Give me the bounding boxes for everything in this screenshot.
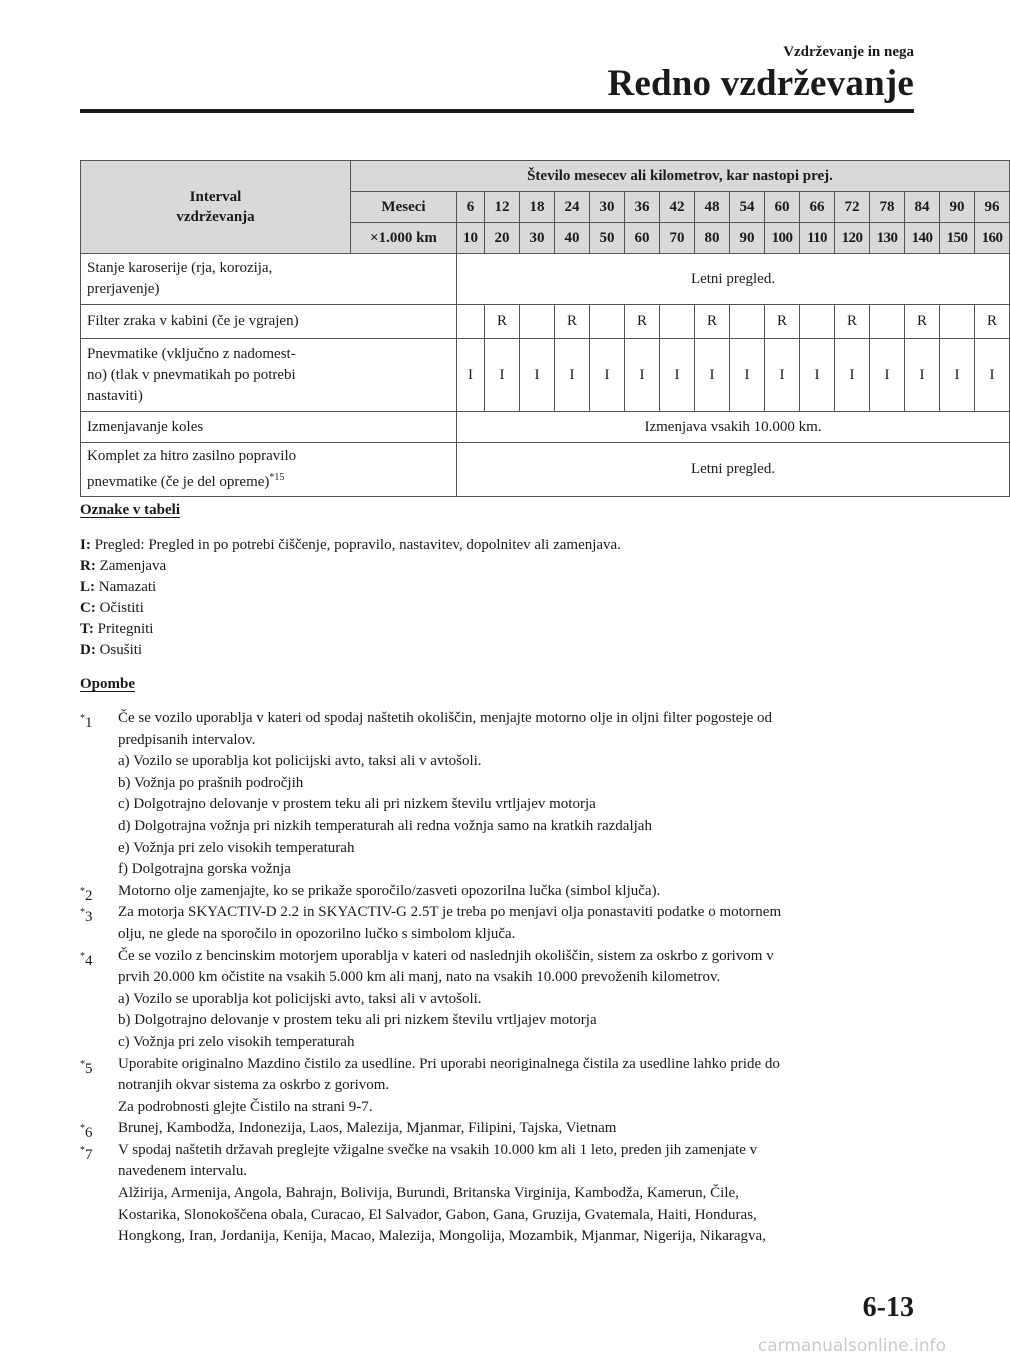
note-marker: *5 bbox=[80, 1058, 93, 1077]
notes-list bbox=[80, 708, 914, 1248]
footnote-ref: *15 bbox=[269, 472, 285, 483]
km-cell: 20 bbox=[485, 223, 520, 254]
month-cell: 24 bbox=[555, 192, 590, 223]
legend-title: Oznake v tabeli bbox=[80, 502, 180, 518]
month-cell: 18 bbox=[520, 192, 555, 223]
legend-text: Osušiti bbox=[95, 642, 143, 658]
legend-item bbox=[80, 598, 621, 619]
note-line: Kostarika, Slonokoščena obala, Curacao, El Salvador, Gabon, Gana, Gruzija, Gvatemala, Haiti, Honduras, bbox=[118, 1206, 757, 1223]
interval-mark: I bbox=[590, 339, 625, 412]
note-1 bbox=[80, 708, 914, 881]
note-line: predpisanih intervalov. bbox=[118, 731, 256, 748]
month-cell: 36 bbox=[625, 192, 660, 223]
note-sub-item: a) Vozilo se uporablja kot policijski avto, taksi ali v avtošoli. bbox=[118, 990, 482, 1007]
month-cell: 12 bbox=[485, 192, 520, 223]
legend-key: D: bbox=[80, 642, 96, 658]
months-label: Meseci bbox=[351, 192, 457, 223]
item-wheel-rotation: Izmenjavanje koles bbox=[81, 412, 457, 443]
km-cell: 10 bbox=[457, 223, 485, 254]
interval-mark: I bbox=[520, 339, 555, 412]
legend-key: C: bbox=[80, 600, 96, 616]
note-sub-item: c) Vožnja pri zelo visokih temperaturah bbox=[118, 1033, 355, 1050]
legend-item bbox=[80, 535, 621, 556]
month-cell: 30 bbox=[590, 192, 625, 223]
interval-mark: R bbox=[765, 305, 800, 339]
interval-mark bbox=[520, 305, 555, 339]
note-sub-item: f) Dolgotrajna gorska vožnja bbox=[118, 861, 291, 878]
legend-item bbox=[80, 619, 621, 640]
note-line: notranjih okvar sistema za oskrbo z gorivom. bbox=[118, 1077, 390, 1094]
km-cell: 80 bbox=[695, 223, 730, 254]
item-line: Pnevmatike (vključno z nadomest- bbox=[87, 345, 296, 362]
note-line: olju, ne glede na sporočilo in opozorilno lučko s simbolom ključa. bbox=[118, 925, 516, 942]
item-line bbox=[87, 467, 450, 493]
interval-mark bbox=[590, 305, 625, 339]
item-line: Stanje karoserije (rja, korozija, bbox=[87, 260, 273, 276]
interval-mark: I bbox=[485, 339, 520, 412]
month-cell: 42 bbox=[660, 192, 695, 223]
km-cell: 130 bbox=[870, 223, 905, 254]
item-line: prerjavenje) bbox=[87, 281, 160, 297]
note-sub-item: a) Vozilo se uporablja kot policijski avto, taksi ali v avtošoli. bbox=[118, 753, 482, 770]
km-cell: 90 bbox=[730, 223, 765, 254]
note-line: Za podrobnosti glejte Čistilo na strani 9-7. bbox=[118, 1098, 373, 1115]
interval-mark: R bbox=[485, 305, 520, 339]
interval-mark: R bbox=[625, 305, 660, 339]
interval-mark: I bbox=[625, 339, 660, 412]
note-3 bbox=[80, 902, 914, 945]
month-cell: 84 bbox=[905, 192, 940, 223]
header-rule bbox=[80, 109, 914, 113]
interval-mark: I bbox=[800, 339, 835, 412]
interval-mark: I bbox=[660, 339, 695, 412]
km-cell: 30 bbox=[520, 223, 555, 254]
note-line: Uporabite originalno Mazdino čistilo za usedline. Pri uporabi neoriginalnega čistila za usedline lahko pride do bbox=[118, 1055, 780, 1072]
interval-header-line2: vzdrževanja bbox=[176, 209, 255, 225]
month-cell: 60 bbox=[765, 192, 800, 223]
month-cell: 48 bbox=[695, 192, 730, 223]
interval-mark: I bbox=[870, 339, 905, 412]
note-7 bbox=[80, 1140, 914, 1248]
legend-list bbox=[80, 535, 621, 661]
note-line: Brunej, Kambodža, Indonezija, Laos, Malezija, Mjanmar, Filipini, Tajska, Vietnam bbox=[118, 1120, 617, 1137]
maintenance-table bbox=[80, 160, 1010, 497]
interval-mark: I bbox=[940, 339, 975, 412]
note-marker: *2 bbox=[80, 885, 93, 904]
km-cell: 110 bbox=[800, 223, 835, 254]
interval-mark: I bbox=[730, 339, 765, 412]
note-marker: *3 bbox=[80, 907, 93, 926]
interval-mark bbox=[800, 305, 835, 339]
interval-mark: R bbox=[695, 305, 730, 339]
note-sub-item: c) Dolgotrajno delovanje v prostem teku ali pri nizkem številu vrtljajev motorja bbox=[118, 796, 596, 813]
note-marker: *1 bbox=[80, 713, 93, 731]
note-sub-item: d) Dolgotrajna vožnja pri nizkih temperaturah ali redna vožnja samo na kratkih razdaljah bbox=[118, 817, 652, 834]
note-line: Alžirija, Armenija, Angola, Bahrajn, Bolivija, Burundi, Britanska Virginija, Kambodža, Kamerun, Čile, bbox=[118, 1185, 739, 1202]
note-line: navedenem intervalu. bbox=[118, 1163, 248, 1180]
month-cell: 78 bbox=[870, 192, 905, 223]
interval-mark bbox=[730, 305, 765, 339]
km-cell: 100 bbox=[765, 223, 800, 254]
legend-text: Namazati bbox=[95, 579, 157, 595]
item-tires bbox=[81, 339, 457, 412]
interval-mark: I bbox=[975, 339, 1010, 412]
note-4 bbox=[80, 946, 914, 1054]
interval-mark: I bbox=[835, 339, 870, 412]
interval-mark: R bbox=[905, 305, 940, 339]
interval-mark: I bbox=[905, 339, 940, 412]
item-line: no) (tlak v pnevmatikah po potrebi bbox=[87, 366, 296, 383]
legend-text: Zamenjava bbox=[95, 558, 167, 574]
month-cell: 72 bbox=[835, 192, 870, 223]
note-2 bbox=[80, 881, 914, 903]
period-header: Število mesecev ali kilometrov, kar nastopi prej. bbox=[351, 161, 1010, 192]
item-repair-kit bbox=[81, 443, 457, 497]
month-cell: 66 bbox=[800, 192, 835, 223]
interval-mark: R bbox=[555, 305, 590, 339]
interval-mark: R bbox=[835, 305, 870, 339]
interval-mark bbox=[870, 305, 905, 339]
legend-key: I: bbox=[80, 537, 91, 553]
interval-mark bbox=[940, 305, 975, 339]
legend-key: R: bbox=[80, 558, 96, 574]
km-cell: 60 bbox=[625, 223, 660, 254]
note-marker: *7 bbox=[80, 1144, 93, 1163]
note-line: Za motorja SKYACTIV-D 2.2 in SKYACTIV-G 2.5T je treba po menjavi olja ponastaviti podatke o motornem bbox=[118, 904, 782, 921]
item-line: Komplet za hitro zasilno popravilo bbox=[87, 448, 297, 464]
km-label: ×1.000 km bbox=[351, 223, 457, 254]
km-cell: 150 bbox=[940, 223, 975, 254]
interval-mark: I bbox=[695, 339, 730, 412]
note-line: prvih 20.000 km očistite na vsakih 5.000 km ali manj, nato na vsakih 10.000 prevoženih kilometrov. bbox=[118, 969, 721, 986]
legend-item bbox=[80, 577, 621, 598]
km-cell: 70 bbox=[660, 223, 695, 254]
item-line: nastaviti) bbox=[87, 387, 143, 404]
wheel-rotation-interval: Izmenjava vsakih 10.000 km. bbox=[457, 412, 1010, 443]
note-sub-item: b) Dolgotrajno delovanje v prostem teku ali pri nizkem številu vrtljajev motorja bbox=[118, 1012, 597, 1029]
note-line: V spodaj naštetih državah preglejte vžigalne svečke na vsakih 10.000 km ali 1 leto, preden jih zamenjate v bbox=[118, 1141, 758, 1158]
interval-mark: I bbox=[765, 339, 800, 412]
header-section-label: Vzdrževanje in nega bbox=[783, 44, 914, 60]
note-line: Motorno olje zamenjajte, ko se prikaže sporočilo/zasveti opozorilna lučka (simbol ključa). bbox=[118, 882, 661, 899]
note-6 bbox=[80, 1118, 914, 1140]
note-5 bbox=[80, 1054, 914, 1119]
km-cell: 160 bbox=[975, 223, 1010, 254]
interval-header-line1: Interval bbox=[189, 189, 242, 205]
legend-text: Pritegniti bbox=[93, 621, 154, 637]
km-cell: 40 bbox=[555, 223, 590, 254]
legend-text: Očistiti bbox=[95, 600, 144, 616]
interval-mark: I bbox=[555, 339, 590, 412]
month-cell: 6 bbox=[457, 192, 485, 223]
note-line: Če se vozilo uporablja v kateri od spodaj naštetih okoliščin, menjajte motorno olje in oljni filter pogosteje od bbox=[118, 710, 773, 726]
repair-kit-interval: Letni pregled. bbox=[457, 443, 1010, 497]
body-condition-interval: Letni pregled. bbox=[457, 254, 1010, 305]
legend-item bbox=[80, 640, 621, 661]
km-cell: 140 bbox=[905, 223, 940, 254]
notes-title: Opombe bbox=[80, 676, 136, 692]
month-cell: 54 bbox=[730, 192, 765, 223]
interval-mark bbox=[660, 305, 695, 339]
km-cell: 50 bbox=[590, 223, 625, 254]
interval-mark: I bbox=[457, 339, 485, 412]
page-number: 6-13 bbox=[862, 1292, 914, 1323]
interval-mark bbox=[457, 305, 485, 339]
month-cell: 96 bbox=[975, 192, 1010, 223]
note-sub-item: b) Vožnja po prašnih področjih bbox=[118, 774, 304, 791]
note-sub-item: e) Vožnja pri zelo visokih temperaturah bbox=[118, 839, 355, 856]
page-title: Redno vzdrževanje bbox=[607, 63, 914, 104]
interval-mark: R bbox=[975, 305, 1010, 339]
legend-key: T: bbox=[80, 621, 94, 637]
note-marker: *6 bbox=[80, 1123, 93, 1142]
note-line: Hongkong, Iran, Jordanija, Kenija, Macao, Malezija, Mongolija, Mozambik, Mjanmar, Nigerija, Nikaragva, bbox=[118, 1228, 766, 1245]
item-cabin-filter: Filter zraka v kabini (če je vgrajen) bbox=[81, 305, 457, 339]
note-line: Če se vozilo z bencinskim motorjem uporablja v kateri od naslednjih okoliščin, sistem za oskrbo z gorivom v bbox=[118, 947, 774, 964]
month-cell: 90 bbox=[940, 192, 975, 223]
note-marker: *4 bbox=[80, 950, 93, 969]
legend-item bbox=[80, 556, 621, 577]
legend-key: L: bbox=[80, 579, 95, 595]
watermark: carmanualsonline.info bbox=[757, 1336, 946, 1356]
item-text: pnevmatike (če je del opreme) bbox=[87, 474, 270, 490]
legend-text: Pregled: Pregled in po potrebi čiščenje, popravilo, nastavitev, dopolnitev ali zamenjava. bbox=[90, 537, 621, 553]
interval-header bbox=[81, 161, 351, 254]
km-cell: 120 bbox=[835, 223, 870, 254]
item-body-condition bbox=[81, 254, 457, 305]
